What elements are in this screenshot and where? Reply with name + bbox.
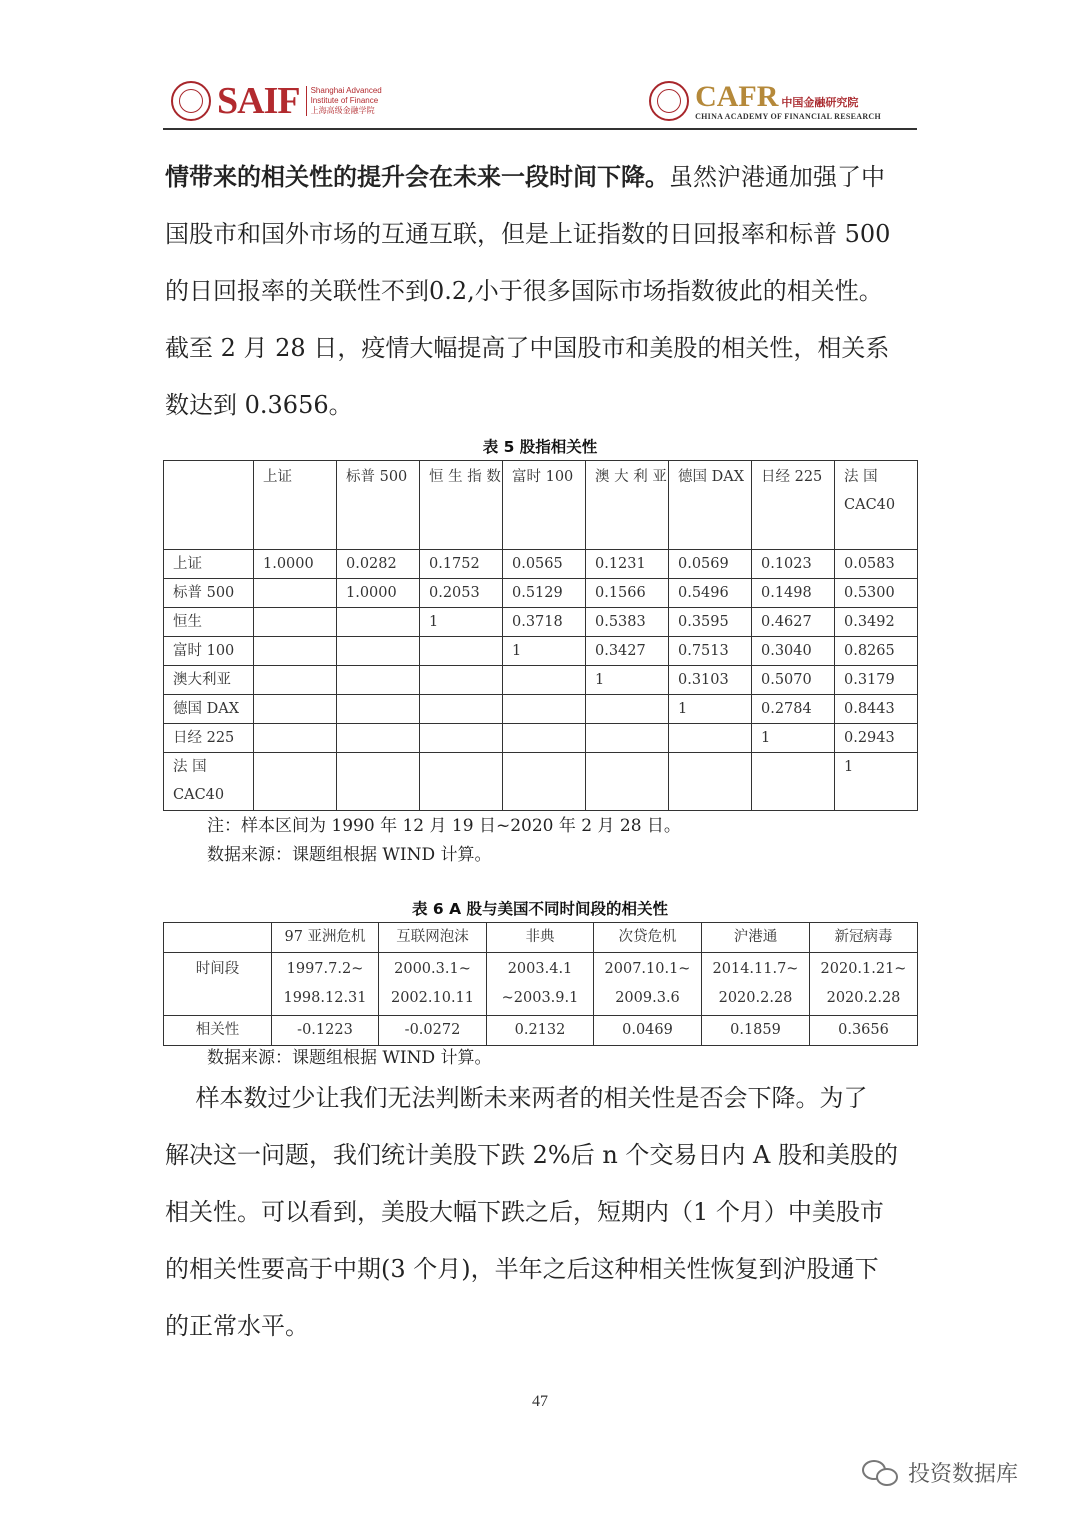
period-cell bbox=[272, 953, 379, 1016]
table-cell bbox=[337, 608, 420, 637]
table-cell bbox=[669, 753, 752, 811]
period-line: 2009.3.6 bbox=[615, 990, 680, 1006]
body-line: 截至 2 月 28 日，疫情大幅提高了中国股市和美股的相关性，相关系 bbox=[165, 334, 890, 362]
period-line: 2002.10.11 bbox=[390, 990, 475, 1006]
table-cell bbox=[337, 666, 420, 695]
period-line: 2007.10.1~ bbox=[604, 961, 691, 977]
table-cell bbox=[669, 724, 752, 753]
table-header-row bbox=[164, 461, 918, 550]
period-line: 1998.12.31 bbox=[283, 990, 367, 1006]
row-label-cell: 相关性 bbox=[164, 1016, 272, 1046]
table-row bbox=[164, 953, 918, 1016]
table-cell: 0.5496 bbox=[669, 579, 752, 608]
period-line: 2000.3.1~ bbox=[394, 961, 471, 977]
period-cell bbox=[702, 953, 810, 1016]
table-header-cell: 非典 bbox=[487, 923, 594, 953]
correlation-cell: 0.3656 bbox=[810, 1016, 918, 1046]
table-cell bbox=[254, 637, 337, 666]
table-cell: 0.5300 bbox=[835, 579, 918, 608]
table-row bbox=[164, 608, 918, 637]
table-cell: 1 bbox=[752, 724, 835, 753]
watermark bbox=[862, 1457, 1018, 1488]
table-cell: 0.2943 bbox=[835, 724, 918, 753]
table-cell: 0.7513 bbox=[669, 637, 752, 666]
table-cell bbox=[420, 666, 503, 695]
row-label-cell: 富时 100 bbox=[164, 637, 254, 666]
correlation-cell: 0.2132 bbox=[487, 1016, 594, 1046]
table-header-cell: 互联网泡沫 bbox=[379, 923, 487, 953]
table-cell: 0.3718 bbox=[503, 608, 586, 637]
table-row bbox=[164, 550, 918, 579]
table-cell: 0.8443 bbox=[835, 695, 918, 724]
body-paragraph-top bbox=[165, 148, 917, 434]
period-cell bbox=[810, 953, 918, 1016]
table-cell bbox=[503, 695, 586, 724]
table-header-cell: 澳 大 利 亚 bbox=[586, 461, 669, 550]
table-cell: 0.0565 bbox=[503, 550, 586, 579]
table-cell: 0.0569 bbox=[669, 550, 752, 579]
table-header-cell: 97 亚洲危机 bbox=[272, 923, 379, 953]
table-cell: 0.3427 bbox=[586, 637, 669, 666]
header-divider bbox=[163, 128, 917, 130]
table-row bbox=[164, 724, 918, 753]
table5-correlation bbox=[163, 460, 918, 811]
table-cell bbox=[503, 724, 586, 753]
table-cell: 0.1752 bbox=[420, 550, 503, 579]
saif-logo bbox=[171, 78, 382, 124]
correlation-cell: 0.1859 bbox=[702, 1016, 810, 1046]
table-row bbox=[164, 637, 918, 666]
body-line: 相关性。可以看到，美股大幅下跌之后，短期内（1 个月）中美股市 bbox=[165, 1198, 884, 1226]
table-header-cell: 富时 100 bbox=[503, 461, 586, 550]
body-line: 情带来的相关性的提升会在未来一段时间下降。虽然沪港通加强了中 bbox=[165, 162, 885, 191]
table-cell: 0.3103 bbox=[669, 666, 752, 695]
row-label-cell: 时间段 bbox=[164, 953, 272, 1016]
table-cell bbox=[420, 695, 503, 724]
table-cell bbox=[254, 608, 337, 637]
saif-logo-subtitle: Shanghai Advanced Institute of Finance 上海高级金融学院 bbox=[306, 86, 382, 116]
table-cell: 1 bbox=[420, 608, 503, 637]
row-label-cell: 标普 500 bbox=[164, 579, 254, 608]
table-cell: 0.8265 bbox=[835, 637, 918, 666]
page-header bbox=[163, 78, 917, 126]
row-label-cell: 法 国 CAC40 bbox=[164, 753, 254, 811]
body-line: 的正常水平。 bbox=[165, 1312, 309, 1340]
table-header-cell: 恒 生 指 数 bbox=[420, 461, 503, 550]
table-cell bbox=[254, 724, 337, 753]
table-cell bbox=[337, 724, 420, 753]
table-cell: 0.5070 bbox=[752, 666, 835, 695]
table-cell: 1.0000 bbox=[337, 579, 420, 608]
period-cell bbox=[379, 953, 487, 1016]
table-cell: 1.0000 bbox=[254, 550, 337, 579]
table-cell: 0.5129 bbox=[503, 579, 586, 608]
table-header-cell: 德国 DAX bbox=[669, 461, 752, 550]
table-cell: 1 bbox=[835, 753, 918, 811]
table-cell bbox=[752, 753, 835, 811]
row-label-cell: 德国 DAX bbox=[164, 695, 254, 724]
table-cell: 0.3595 bbox=[669, 608, 752, 637]
period-cell bbox=[487, 953, 594, 1016]
row-label-cell: 恒生 bbox=[164, 608, 254, 637]
table-cell bbox=[254, 666, 337, 695]
body-line: 样本数过少让我们无法判断未来两者的相关性是否会下降。为了 bbox=[165, 1084, 868, 1112]
period-line: 2020.1.21~ bbox=[820, 961, 907, 977]
table-cell bbox=[586, 695, 669, 724]
table-row bbox=[164, 753, 918, 811]
body-line: 的日回报率的关联性不到0.2,小于很多国际市场指数彼此的相关性。 bbox=[165, 277, 883, 305]
table-row bbox=[164, 666, 918, 695]
table-cell: 0.0282 bbox=[337, 550, 420, 579]
body-paragraph-bottom bbox=[165, 1070, 917, 1355]
cafr-logo bbox=[649, 78, 881, 124]
row-label-cell: 上证 bbox=[164, 550, 254, 579]
row-label-cell: 日经 225 bbox=[164, 724, 254, 753]
table-cell bbox=[254, 753, 337, 811]
table-row bbox=[164, 579, 918, 608]
table-header-cell: 沪港通 bbox=[702, 923, 810, 953]
period-cell bbox=[594, 953, 702, 1016]
cafr-logo-cn: 中国金融研究院 bbox=[781, 95, 859, 109]
body-line: 的相关性要高于中期(3 个月)，半年之后这种相关性恢复到沪股通下 bbox=[165, 1255, 879, 1283]
table-cell bbox=[254, 579, 337, 608]
table5-caption: 表 5 股指相关性 bbox=[482, 438, 598, 456]
table-header-cell: 法 国 CAC40 bbox=[835, 461, 918, 550]
body-line: 国股市和国外市场的互通互联，但是上证指数的日回报率和标普 500 bbox=[165, 220, 891, 248]
table-cell bbox=[420, 637, 503, 666]
table-cell: 0.3492 bbox=[835, 608, 918, 637]
table-cell bbox=[586, 753, 669, 811]
period-line: 2014.11.7~ bbox=[712, 961, 799, 977]
table-cell: 0.1231 bbox=[586, 550, 669, 579]
table5-source: 数据来源：课题组根据 WIND 计算。 bbox=[207, 845, 492, 865]
table-cell: 1 bbox=[586, 666, 669, 695]
saif-seal-icon bbox=[171, 81, 211, 121]
table-header-cell bbox=[164, 461, 254, 550]
table-cell bbox=[337, 753, 420, 811]
correlation-cell: -0.1223 bbox=[272, 1016, 379, 1046]
cafr-seal-icon bbox=[649, 81, 689, 121]
table-cell: 1 bbox=[669, 695, 752, 724]
table-cell: 0.1566 bbox=[586, 579, 669, 608]
table-cell: 0.0583 bbox=[835, 550, 918, 579]
page-number: 47 bbox=[532, 1393, 548, 1410]
body-line: 解决这一问题，我们统计美股下跌 2%后 n 个交易日内 A 股和美股的 bbox=[165, 1141, 899, 1169]
table-cell: 1 bbox=[503, 637, 586, 666]
watermark-text: 投资数据库 bbox=[908, 1462, 1019, 1487]
correlation-cell: 0.0469 bbox=[594, 1016, 702, 1046]
period-line: 2020.2.28 bbox=[826, 990, 901, 1006]
table-cell: 0.2053 bbox=[420, 579, 503, 608]
table-header-cell: 标普 500 bbox=[337, 461, 420, 550]
table-header-cell: 次贷危机 bbox=[594, 923, 702, 953]
saif-logo-text: SAIF bbox=[217, 80, 300, 122]
table-cell: 0.4627 bbox=[752, 608, 835, 637]
row-label-cell: 澳大利亚 bbox=[164, 666, 254, 695]
table-cell: 0.5383 bbox=[586, 608, 669, 637]
table-header-row bbox=[164, 923, 918, 953]
table-header-cell: 日经 225 bbox=[752, 461, 835, 550]
table5-note: 注：样本区间为 1990 年 12 月 19 日~2020 年 2 月 28 日。 bbox=[207, 816, 681, 836]
table-header-cell bbox=[164, 923, 272, 953]
table-cell bbox=[337, 695, 420, 724]
table-cell bbox=[420, 753, 503, 811]
cafr-logo-text: CAFR bbox=[695, 79, 779, 113]
table-cell: 0.1023 bbox=[752, 550, 835, 579]
table-cell bbox=[337, 637, 420, 666]
table6-period-correlation bbox=[163, 922, 918, 1046]
period-line: 2020.2.28 bbox=[718, 990, 793, 1006]
table-cell bbox=[503, 753, 586, 811]
cafr-logo-en: CHINA ACADEMY OF FINANCIAL RESEARCH bbox=[695, 111, 881, 121]
correlation-cell: -0.0272 bbox=[379, 1016, 487, 1046]
table-cell: 0.2784 bbox=[752, 695, 835, 724]
table-header-cell: 新冠病毒 bbox=[810, 923, 918, 953]
table-row bbox=[164, 1016, 918, 1046]
period-line: ~2003.9.1 bbox=[501, 990, 579, 1006]
wechat-icon bbox=[862, 1458, 902, 1488]
table-cell bbox=[254, 695, 337, 724]
table-cell bbox=[420, 724, 503, 753]
table-cell: 0.3179 bbox=[835, 666, 918, 695]
table-cell bbox=[503, 666, 586, 695]
table-cell: 0.3040 bbox=[752, 637, 835, 666]
period-line: 2003.4.1 bbox=[507, 961, 573, 977]
table-cell: 0.1498 bbox=[752, 579, 835, 608]
body-line: 数达到 0.3656。 bbox=[165, 391, 353, 419]
table-cell bbox=[586, 724, 669, 753]
table6-source: 数据来源：课题组根据 WIND 计算。 bbox=[207, 1048, 492, 1068]
table-row bbox=[164, 695, 918, 724]
table-header-cell: 上证 bbox=[254, 461, 337, 550]
period-line: 1997.7.2~ bbox=[286, 961, 364, 977]
table6-caption: 表 6 A 股与美国不同时间段的相关性 bbox=[412, 900, 668, 918]
